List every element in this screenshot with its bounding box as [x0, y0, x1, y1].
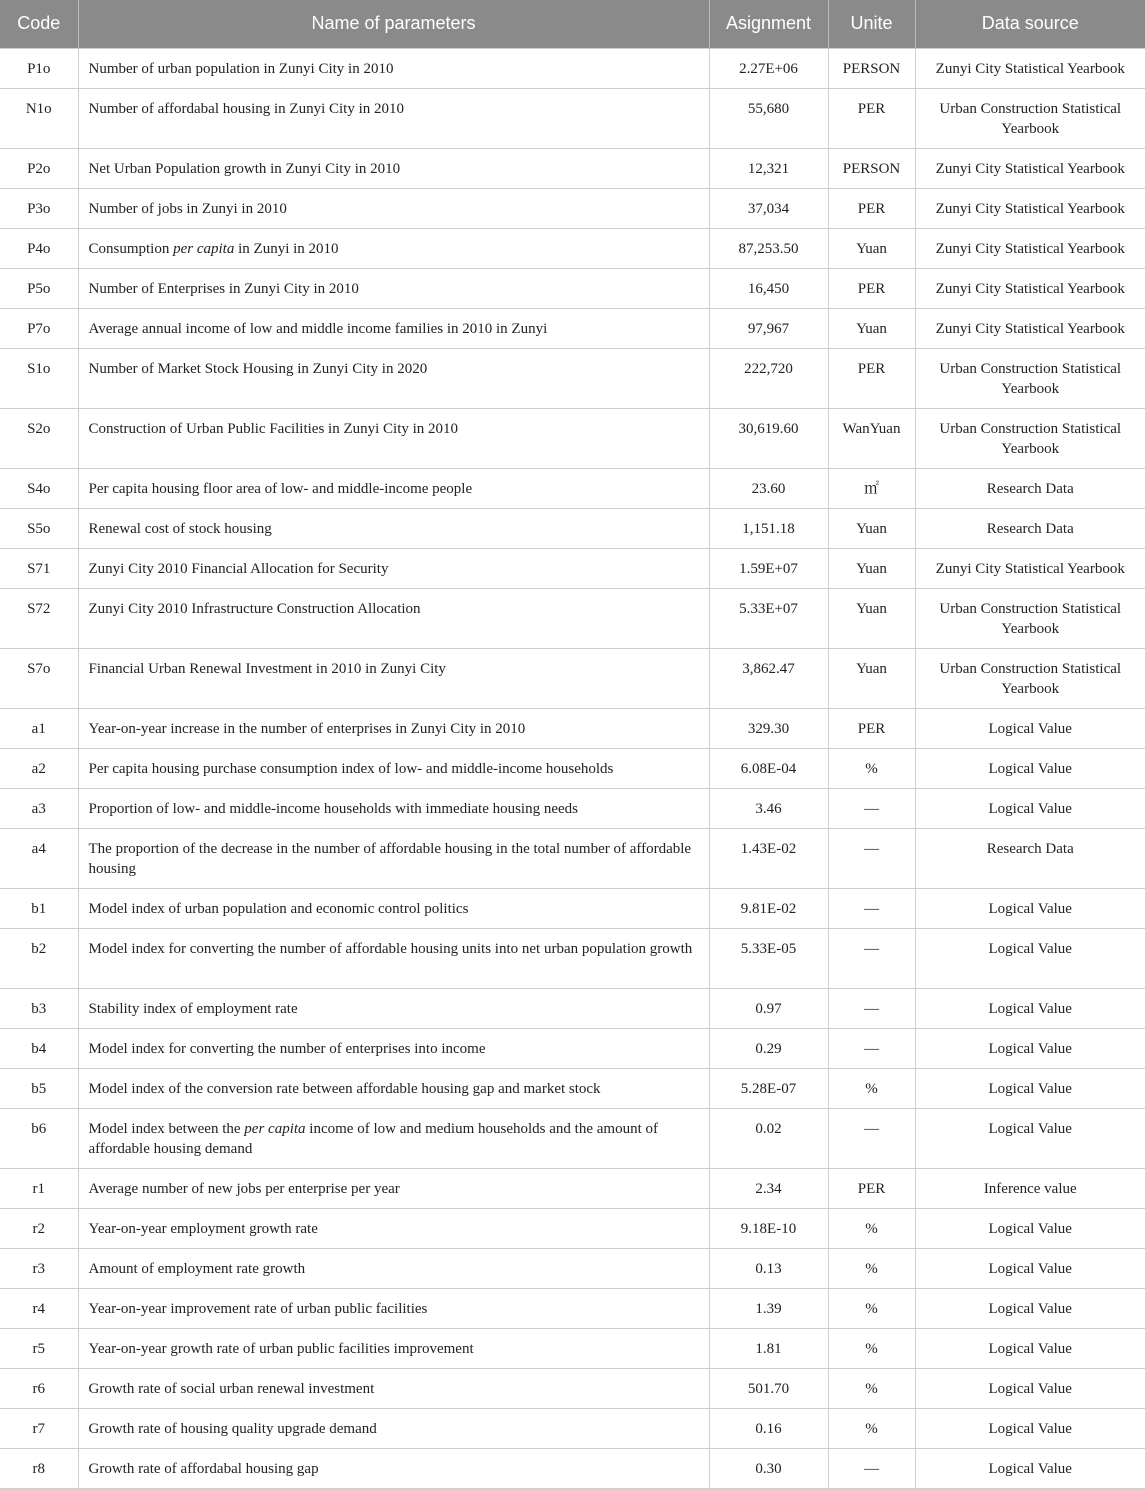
cell-unit: PER [828, 188, 915, 228]
table-row [0, 348, 1145, 408]
table-row [0, 268, 1145, 308]
cell-unit: — [828, 928, 915, 988]
cell-assignment: 87,253.50 [709, 228, 828, 268]
cell-source: Logical Value [915, 1248, 1145, 1288]
cell-source: Logical Value [915, 988, 1145, 1028]
cell-code: a4 [0, 828, 78, 888]
cell-source: Zunyi City Statistical Yearbook [915, 188, 1145, 228]
table-row [0, 788, 1145, 828]
cell-name: Per capita housing floor area of low- and middle-income people [78, 468, 709, 508]
cell-unit: % [828, 1208, 915, 1248]
cell-code: S1o [0, 348, 78, 408]
cell-assignment: 501.70 [709, 1368, 828, 1408]
cell-code: S71 [0, 548, 78, 588]
cell-unit: ㎡ [828, 468, 915, 508]
cell-code: P7o [0, 308, 78, 348]
cell-code: b6 [0, 1108, 78, 1168]
table-body [0, 48, 1145, 1488]
cell-code: a3 [0, 788, 78, 828]
table-row [0, 1028, 1145, 1068]
cell-code: P2o [0, 148, 78, 188]
cell-assignment: 0.13 [709, 1248, 828, 1288]
cell-name: Year-on-year increase in the number of enterprises in Zunyi City in 2010 [78, 708, 709, 748]
table-row [0, 1408, 1145, 1448]
table-row [0, 1248, 1145, 1288]
cell-source: Logical Value [915, 1368, 1145, 1408]
cell-name: Growth rate of affordabal housing gap [78, 1448, 709, 1488]
cell-name: Number of Enterprises in Zunyi City in 2010 [78, 268, 709, 308]
cell-unit: PER [828, 88, 915, 148]
cell-code: P1o [0, 48, 78, 88]
table-row [0, 228, 1145, 268]
cell-unit: PER [828, 708, 915, 748]
cell-unit: — [828, 1108, 915, 1168]
cell-assignment: 222,720 [709, 348, 828, 408]
table-row [0, 1068, 1145, 1108]
cell-assignment: 37,034 [709, 188, 828, 228]
cell-unit: PERSON [828, 148, 915, 188]
cell-code: r1 [0, 1168, 78, 1208]
cell-assignment: 5.28E-07 [709, 1068, 828, 1108]
cell-code: b1 [0, 888, 78, 928]
cell-assignment: 1.43E-02 [709, 828, 828, 888]
cell-name: Construction of Urban Public Facilities in Zunyi City in 2010 [78, 408, 709, 468]
cell-unit: % [828, 748, 915, 788]
table-row [0, 408, 1145, 468]
cell-name: Average annual income of low and middle income families in 2010 in Zunyi [78, 308, 709, 348]
table-row [0, 548, 1145, 588]
cell-source: Logical Value [915, 748, 1145, 788]
cell-unit: Yuan [828, 508, 915, 548]
header-name: Name of parameters [78, 0, 709, 48]
cell-source: Logical Value [915, 1288, 1145, 1328]
cell-unit: % [828, 1288, 915, 1328]
table-row [0, 1108, 1145, 1168]
cell-unit: Yuan [828, 228, 915, 268]
cell-code: S4o [0, 468, 78, 508]
cell-source: Zunyi City Statistical Yearbook [915, 48, 1145, 88]
cell-source: Urban Construction Statistical Yearbook [915, 88, 1145, 148]
cell-code: b5 [0, 1068, 78, 1108]
cell-code: N1o [0, 88, 78, 148]
table-row [0, 1168, 1145, 1208]
cell-unit: — [828, 1448, 915, 1488]
cell-source: Logical Value [915, 708, 1145, 748]
cell-name: Growth rate of social urban renewal investment [78, 1368, 709, 1408]
header-unit: Unite [828, 0, 915, 48]
cell-assignment: 0.30 [709, 1448, 828, 1488]
cell-source: Logical Value [915, 1028, 1145, 1068]
cell-name-part: Model index between the [88, 1120, 245, 1137]
cell-unit: % [828, 1068, 915, 1108]
cell-source: Inference value [915, 1168, 1145, 1208]
cell-name: Model index for converting the number of enterprises into income [78, 1028, 709, 1068]
cell-source: Logical Value [915, 1328, 1145, 1368]
cell-unit: PERSON [828, 48, 915, 88]
cell-code: r2 [0, 1208, 78, 1248]
cell-code: a2 [0, 748, 78, 788]
cell-name: Zunyi City 2010 Infrastructure Construction Allocation [78, 588, 709, 648]
cell-code: r6 [0, 1368, 78, 1408]
cell-source: Research Data [915, 508, 1145, 548]
cell-code: r8 [0, 1448, 78, 1488]
cell-unit: PER [828, 348, 915, 408]
cell-assignment: 23.60 [709, 468, 828, 508]
cell-assignment: 97,967 [709, 308, 828, 348]
cell-source: Urban Construction Statistical Yearbook [915, 588, 1145, 648]
cell-unit: Yuan [828, 588, 915, 648]
cell-source: Urban Construction Statistical Yearbook [915, 348, 1145, 408]
cell-name: Number of Market Stock Housing in Zunyi City in 2020 [78, 348, 709, 408]
table-header [0, 0, 1145, 48]
cell-name: The proportion of the decrease in the number of affordable housing in the total number of affordable housing [78, 828, 709, 888]
cell-assignment: 6.08E-04 [709, 748, 828, 788]
cell-name [78, 1108, 709, 1168]
cell-code: b4 [0, 1028, 78, 1068]
cell-assignment: 5.33E-05 [709, 928, 828, 988]
cell-code: r7 [0, 1408, 78, 1448]
table-row [0, 648, 1145, 708]
cell-source: Zunyi City Statistical Yearbook [915, 268, 1145, 308]
cell-source: Zunyi City Statistical Yearbook [915, 548, 1145, 588]
cell-code: P5o [0, 268, 78, 308]
table-row [0, 1208, 1145, 1248]
cell-unit: — [828, 1028, 915, 1068]
cell-name: Stability index of employment rate [78, 988, 709, 1028]
cell-code: b2 [0, 928, 78, 988]
cell-source: Zunyi City Statistical Yearbook [915, 308, 1145, 348]
table-row [0, 828, 1145, 888]
table-row [0, 48, 1145, 88]
cell-unit: Yuan [828, 548, 915, 588]
cell-name: Model index of the conversion rate between affordable housing gap and market stock [78, 1068, 709, 1108]
cell-assignment: 55,680 [709, 88, 828, 148]
cell-source: Logical Value [915, 888, 1145, 928]
cell-code: a1 [0, 708, 78, 748]
cell-assignment: 1,151.18 [709, 508, 828, 548]
cell-source: Urban Construction Statistical Yearbook [915, 408, 1145, 468]
cell-assignment: 16,450 [709, 268, 828, 308]
cell-source: Research Data [915, 468, 1145, 508]
cell-source: Research Data [915, 828, 1145, 888]
cell-assignment: 30,619.60 [709, 408, 828, 468]
cell-source: Urban Construction Statistical Yearbook [915, 648, 1145, 708]
cell-code: b3 [0, 988, 78, 1028]
cell-name: Net Urban Population growth in Zunyi City in 2010 [78, 148, 709, 188]
cell-source: Logical Value [915, 1068, 1145, 1108]
cell-assignment: 0.16 [709, 1408, 828, 1448]
table-row [0, 928, 1145, 988]
cell-name: Renewal cost of stock housing [78, 508, 709, 548]
cell-name-italic: per capita [244, 1120, 306, 1137]
cell-assignment: 5.33E+07 [709, 588, 828, 648]
cell-unit: — [828, 828, 915, 888]
cell-name: Number of affordabal housing in Zunyi City in 2010 [78, 88, 709, 148]
cell-name: Zunyi City 2010 Financial Allocation for Security [78, 548, 709, 588]
cell-assignment: 0.97 [709, 988, 828, 1028]
cell-name: Financial Urban Renewal Investment in 2010 in Zunyi City [78, 648, 709, 708]
cell-code: P4o [0, 228, 78, 268]
cell-unit: % [828, 1408, 915, 1448]
table-row [0, 148, 1145, 188]
cell-name: Year-on-year improvement rate of urban public facilities [78, 1288, 709, 1328]
cell-assignment: 3,862.47 [709, 648, 828, 708]
cell-name-italic: per capita [173, 240, 235, 257]
table-row [0, 1448, 1145, 1488]
cell-assignment: 2.27E+06 [709, 48, 828, 88]
cell-assignment: 0.02 [709, 1108, 828, 1168]
cell-assignment: 9.18E-10 [709, 1208, 828, 1248]
cell-name: Model index of urban population and economic control politics [78, 888, 709, 928]
cell-name: Average number of new jobs per enterprise per year [78, 1168, 709, 1208]
header-row [0, 0, 1145, 48]
cell-name-part: Consumption [88, 240, 174, 257]
cell-assignment: 1.39 [709, 1288, 828, 1328]
cell-name: Year-on-year employment growth rate [78, 1208, 709, 1248]
cell-unit: — [828, 788, 915, 828]
table-row [0, 308, 1145, 348]
cell-source: Logical Value [915, 788, 1145, 828]
table-row [0, 748, 1145, 788]
table-row [0, 88, 1145, 148]
cell-unit: — [828, 988, 915, 1028]
cell-unit: % [828, 1328, 915, 1368]
cell-assignment: 9.81E-02 [709, 888, 828, 928]
cell-assignment: 3.46 [709, 788, 828, 828]
table-row [0, 708, 1145, 748]
cell-unit: Yuan [828, 648, 915, 708]
cell-source: Logical Value [915, 1208, 1145, 1248]
table-row [0, 508, 1145, 548]
cell-code: r4 [0, 1288, 78, 1328]
cell-source: Zunyi City Statistical Yearbook [915, 228, 1145, 268]
table-row [0, 1368, 1145, 1408]
cell-unit: — [828, 888, 915, 928]
cell-assignment: 329.30 [709, 708, 828, 748]
cell-name: Per capita housing purchase consumption index of low- and middle-income households [78, 748, 709, 788]
cell-assignment: 12,321 [709, 148, 828, 188]
cell-unit: Yuan [828, 308, 915, 348]
cell-source: Logical Value [915, 928, 1145, 988]
cell-unit: PER [828, 268, 915, 308]
header-code: Code [17, 13, 61, 34]
cell-code: P3o [0, 188, 78, 228]
cell-name-part: income of low and medium households and the amount of affordable housing demand [88, 1120, 658, 1157]
cell-name: Amount of employment rate growth [78, 1248, 709, 1288]
cell-name: Model index for converting the number of affordable housing units into net urban population growth [78, 928, 709, 988]
cell-source: Logical Value [915, 1448, 1145, 1488]
cell-name: Number of jobs in Zunyi in 2010 [78, 188, 709, 228]
cell-assignment: 0.29 [709, 1028, 828, 1068]
cell-unit: WanYuan [828, 408, 915, 468]
cell-source: Logical Value [915, 1108, 1145, 1168]
header-assignment: Asignment [709, 0, 828, 48]
cell-name: Year-on-year growth rate of urban public facilities improvement [78, 1328, 709, 1368]
cell-unit: PER [828, 1168, 915, 1208]
cell-code: S7o [0, 648, 78, 708]
cell-name: Number of urban population in Zunyi City in 2010 [78, 48, 709, 88]
cell-code: S2o [0, 408, 78, 468]
cell-name: Growth rate of housing quality upgrade demand [78, 1408, 709, 1448]
table-row [0, 188, 1145, 228]
table-row [0, 588, 1145, 648]
cell-assignment: 2.34 [709, 1168, 828, 1208]
cell-assignment: 1.81 [709, 1328, 828, 1368]
cell-code: S72 [0, 588, 78, 648]
cell-name [78, 228, 709, 268]
cell-unit: % [828, 1248, 915, 1288]
cell-code: S5o [0, 508, 78, 548]
cell-source: Logical Value [915, 1408, 1145, 1448]
cell-name: Proportion of low- and middle-income households with immediate housing needs [78, 788, 709, 828]
cell-assignment: 1.59E+07 [709, 548, 828, 588]
table-row [0, 1288, 1145, 1328]
table-row [0, 988, 1145, 1028]
table-row [0, 468, 1145, 508]
cell-code: r3 [0, 1248, 78, 1288]
cell-source: Zunyi City Statistical Yearbook [915, 148, 1145, 188]
cell-name-part: in Zunyi in 2010 [234, 240, 339, 257]
table-row [0, 888, 1145, 928]
header-source: Data source [915, 0, 1145, 48]
cell-code: r5 [0, 1328, 78, 1368]
table-row [0, 1328, 1145, 1368]
cell-unit: % [828, 1368, 915, 1408]
